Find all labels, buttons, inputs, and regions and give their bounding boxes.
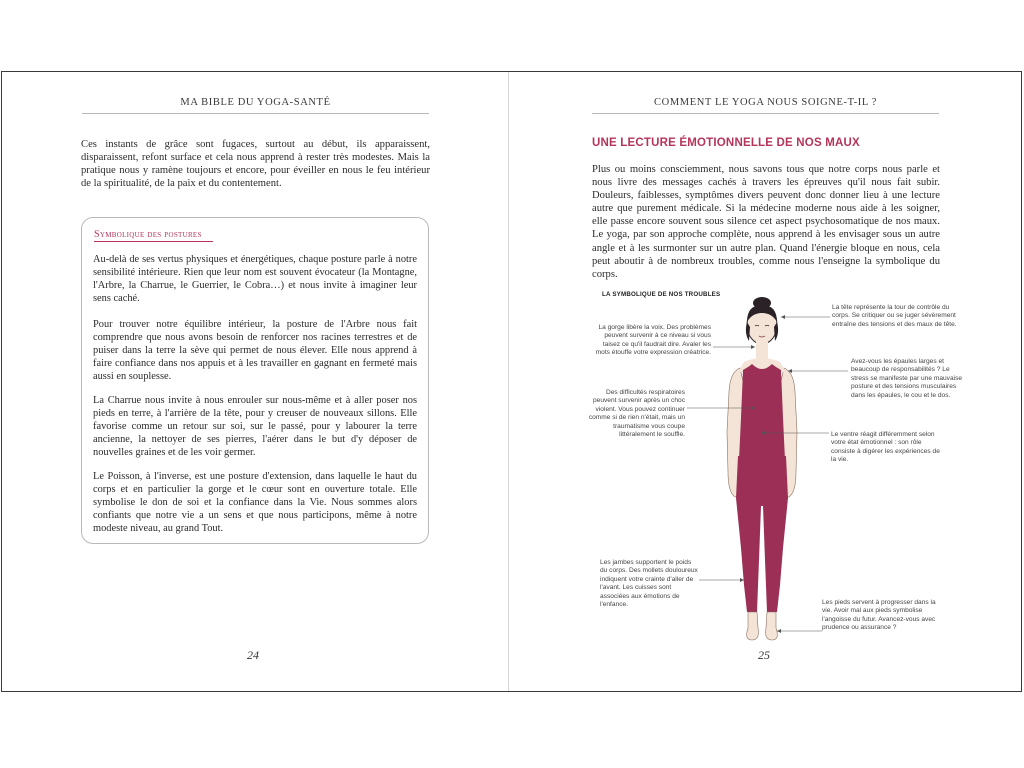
box-paragraph-2: Pour trouver notre équilibre intérieur, la posture de l'Arbre nous fait comprendre que nous avons besoin de renforcer nos racines terrestres et de puiser dans la terre la sève qui permet de nous élever. Elle nous apprend à faire confiance dans nos appuis et à les travailler en gagnant en fermeté mais aussi en souplesse. (93, 319, 417, 382)
left-page-number: 24 (247, 648, 259, 662)
arrow-jambes (740, 578, 744, 582)
section-title: UNE LECTURE ÉMOTIONNELLE DE NOS MAUX (592, 137, 860, 149)
box-paragraph-3: La Charrue nous invite à nous enrouler sur nous-même et à aller poser nos pieds en terre, à l'arrière de la tête, pour y creuser de nouveaux sillons. Elle favorise comme un retour sur soi, sur le passé, pour y labourer la terre ancienne, la nettoyer de ses pierres, l'aérer dans le but d'y déposer de nouvelles graines et de les voir germer. (93, 395, 417, 458)
figure-title: LA SYMBOLIQUE DE NOS TROUBLES (602, 291, 721, 298)
annotation-pieds: Les pieds servent à progresser dans la vie. Avoir mal aux pieds symbolise l'angoisse du futur. Avancez-vous avec prudence ou assurance ? (822, 599, 936, 632)
right-body-paragraph: Plus ou moins consciemment, nous savons tous que notre corps nous parle et nous livre des messages cachés à travers les épreuves qu'il nous fait subir. Douleurs, faiblesses, symptômes divers peuvent donc donner lieu à une lecture autre que purement médicale. Si la médecine moderne nous aide à les soigner, elle passe encore souvent sous silence cet aspect psychosomatique de nos maux. Le yoga, par son approche complète, nous apprend à les envisager sous un autre angle et à les surmonter sur un autre plan. Quand l'énergie bloque en nous, cela peut aboutir à de nombreux troubles, comme nous l'enseigne la symbolique du corps. (592, 164, 940, 280)
box-paragraph-1: Au-delà de ses vertus physiques et énergétiques, chaque posture parle à notre sensibilité intérieure. Rien que leur nom est souvent évocateur (la Montagne, l'Arbre, la Charrue, le Guerrier, le Cobra…) et nous invite à imaginer leur sens caché. (93, 254, 417, 304)
arrow-tete (781, 315, 785, 319)
arrow-pieds (777, 629, 781, 633)
annotation-tete: La tête représente la tour de contrôle du corps. Se critiquer ou se juger sévèrement entraîne des tensions et des maux de tête. (832, 304, 957, 328)
arrow-gorge (751, 345, 755, 349)
annotation-jambes: Les jambes supportent le poids du corps. Des mollets douloureux indiquent votre crainte d'aller de l'avant. Les cuisses sont associées aux émotions de l'enfance. (600, 559, 698, 609)
annotation-ventre: Le ventre réagit différemment selon votre état émotionnel : son rôle consiste à digérer les expériences de la vie. (831, 431, 940, 464)
left-intro-paragraph: Ces instants de grâce sont fugaces, surtout au début, ils apparaissent, disparaissent, refont surface et cela nous apprend à rester très modestes. Mais la pratique nous y ramène toujours et encore, pour éveiller en nous le feu intérieur de la spiritualité, de la paix et du contentement. (81, 139, 430, 190)
annotation-gorge: La gorge libère la voix. Des problèmes peuvent survenir à ce niveau si vous taisez ce qu'il faudrait dire. Avaler les mots étouffe votre expression créatrice. (595, 324, 711, 357)
leggings (736, 456, 788, 612)
annotation-respiration: Des difficultés respiratoires peuvent survenir après un choc violent. Vous pouvez continuer comme si de rien n'était, mais un traumatisme vous coupe littéralement le souffle. (588, 389, 685, 439)
left-foot (747, 612, 759, 640)
right-foot (766, 612, 778, 640)
neck (756, 342, 768, 359)
right-page-number: 25 (758, 648, 770, 662)
annotation-epaules: Avez-vous les épaules larges et beaucoup de responsabilités ? Le stress se manifeste par une mauvaise posture et des tensions musculaires dans les épaules, le cou et le dos. (851, 358, 963, 399)
tank-top (739, 364, 785, 460)
box-title: Symbolique des postures (94, 229, 202, 240)
right-page-header: COMMENT LE YOGA NOUS SOIGNE-T-IL ? (654, 97, 877, 108)
box-paragraph-4: Le Poisson, à l'inverse, est une posture d'extension, dans laquelle le haut du corps et en particulier la gorge et le cœur sont en ouverture totale. Elle symbolise le don de soi et la confiance dans la Vie. Nous sommes alors confiants que notre vie a un sens et que nous participons, même à notre modeste niveau, au grand Tout. (93, 471, 417, 534)
left-page-header: MA BIBLE DU YOGA-SANTÉ (180, 97, 331, 108)
